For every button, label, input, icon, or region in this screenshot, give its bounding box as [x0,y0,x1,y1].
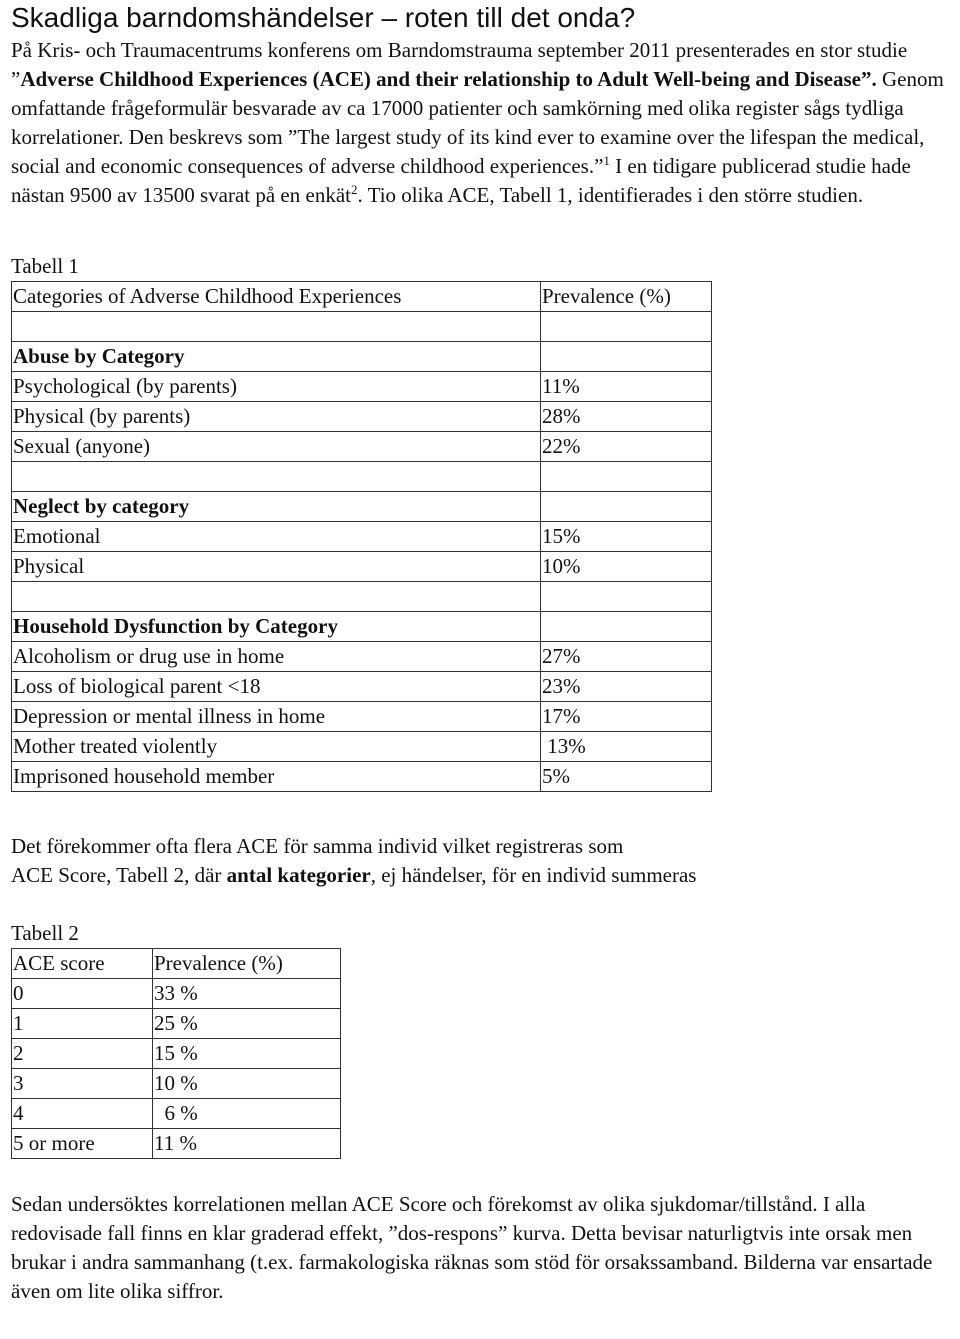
category-label-cell [12,582,541,612]
table-row [12,979,341,1009]
prevalence-cell [541,462,712,492]
closing-paragraph: Sedan undersöktes korrelationen mellan ACE Score och förekomst av olika sjukdomar/tillstånd. I alla redovisade fall finns en klar graderad effekt, ”dos-respons” kurva. Detta bevisar naturligtvis inte orsak men brukar i andra sammanhang (t.ex. farmakologiska räknas som stöd för orsakssamband. Bilderna var ensartade även om lite olika siffror. [11,1192,933,1303]
footnote-ref-2: 2 [350,182,358,197]
prevalence-cell: 10 % [153,1069,341,1099]
intro-text-3: I en tidigare publicerad studie hade nästan 9500 av 13500 svarat på en enkät [11,154,911,207]
column-header-prevalence: Prevalence (%) [153,949,341,979]
emphasis-text: antal kategorier [226,863,371,887]
table-row [12,1129,341,1159]
category-label-cell [12,462,541,492]
intro-paragraph [11,36,956,210]
prevalence-cell [541,312,712,342]
prevalence-cell: 11 % [153,1129,341,1159]
ace-score-line-1: Det förekommer ofta flera ACE för samma individ vilket registreras som [11,834,624,858]
prevalence-cell [541,582,712,612]
prevalence-cell: 6 % [153,1099,341,1129]
prevalence-cell: 5% [541,762,712,792]
table-row [12,1069,341,1099]
ace-score-line-2a: ACE Score, Tabell 2, där [11,863,227,887]
table-row [12,702,712,732]
table-row [12,1099,341,1129]
category-label-cell: Depression or mental illness in home [12,702,541,732]
category-label-cell [12,312,541,342]
table-row [12,342,712,372]
table-row [12,642,712,672]
category-heading-cell: Neglect by category [12,492,541,522]
category-heading-cell: Household Dysfunction by Category [12,612,541,642]
prevalence-cell: 15 % [153,1039,341,1069]
table-row [12,552,712,582]
table-row [12,432,712,462]
category-label-cell: Loss of biological parent <18 [12,672,541,702]
table-row [12,462,712,492]
ace-score-cell: 5 or more [12,1129,153,1159]
table-row [12,582,712,612]
ace-score-cell: 0 [12,979,153,1009]
ace-score-cell: 4 [12,1099,153,1129]
ace-score-cell: 3 [12,1069,153,1099]
prevalence-cell: 33 % [153,979,341,1009]
table-row [12,402,712,432]
category-label-cell: Psychological (by parents) [12,372,541,402]
table-row [12,612,712,642]
prevalence-cell: 22% [541,432,712,462]
intro-text-1: På Kris- och Traumacentrums konferens om Barndomstrauma september 2011 presenterades en stor studie ” [11,38,908,91]
prevalence-cell: 13% [541,732,712,762]
table-row [12,372,712,402]
category-label-cell: Emotional [12,522,541,552]
table1-caption: Tabell 1 [11,254,79,278]
prevalence-cell [541,342,712,372]
study-title: Adverse Childhood Experiences (ACE) and their relationship to Adult Well-being and Disease”. [20,67,877,91]
table-row [12,312,712,342]
prevalence-cell [541,612,712,642]
column-header-prevalence: Prevalence (%) [541,282,712,312]
intro-text-2: Genom omfattande frågeformulär besvarade av ca 17000 patienter och samkörning med olika register sågs tydliga korrelationer. Den beskrevs som ”The largest study of its kind ever to examine over the lifespan the medical, social and economic consequences of adverse childhood experiences.” [11,67,944,178]
prevalence-cell: 23% [541,672,712,702]
prevalence-cell: 11% [541,372,712,402]
table-row [12,1039,341,1069]
ace-score-cell: 2 [12,1039,153,1069]
category-heading-cell: Abuse by Category [12,342,541,372]
ace-score-paragraph [11,832,956,890]
prevalence-cell: 28% [541,402,712,432]
category-label-cell: Physical [12,552,541,582]
intro-text-4: . Tio olika ACE, Tabell 1, identifierades i den större studien. [357,183,864,207]
category-label-cell: Alcoholism or drug use in home [12,642,541,672]
prevalence-cell [541,492,712,522]
table-row [12,522,712,552]
category-label-cell: Sexual (anyone) [12,432,541,462]
table-row [12,492,712,522]
ace-score-table [11,948,341,1159]
ace-categories-table [11,281,712,792]
prevalence-cell: 25 % [153,1009,341,1039]
ace-score-cell: 1 [12,1009,153,1039]
category-label-cell: Physical (by parents) [12,402,541,432]
prevalence-cell: 10% [541,552,712,582]
table-row [12,762,712,792]
table-header-row [12,282,712,312]
column-header-ace-score: ACE score [12,949,153,979]
column-header-categories: Categories of Adverse Childhood Experiences [12,282,541,312]
table-header-row [12,949,341,979]
prevalence-cell: 17% [541,702,712,732]
table-row [12,1009,341,1039]
table-row [12,732,712,762]
prevalence-cell: 27% [541,642,712,672]
document-title: Skadliga barndomshändelser – roten till det onda? [11,2,636,33]
table-row [12,672,712,702]
footnote-ref-1: 1 [603,153,610,168]
prevalence-cell: 15% [541,522,712,552]
table2-caption: Tabell 2 [11,921,79,945]
category-label-cell: Imprisoned household member [12,762,541,792]
category-label-cell: Mother treated violently [12,732,541,762]
document-page [11,0,956,1306]
ace-score-line-2c: , ej händelser, för en individ summeras [370,863,697,887]
